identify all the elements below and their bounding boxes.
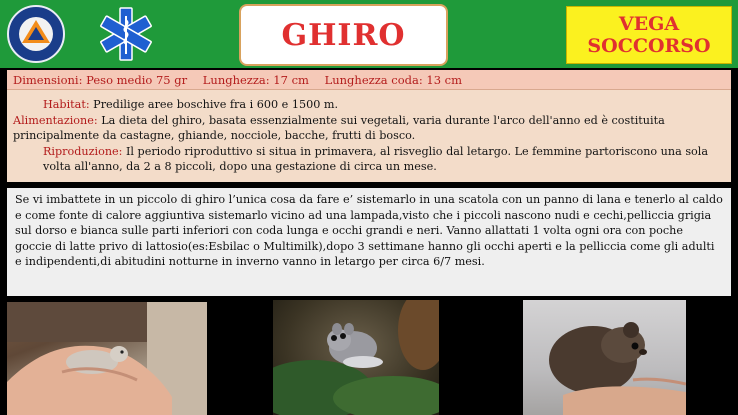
dormouse-on-hand-photo: [523, 300, 686, 415]
page-title: GHIRO: [281, 17, 406, 53]
dormouse-on-moss-photo: [273, 300, 439, 415]
dimensions-tail: Lunghezza coda: 13 cm: [324, 73, 463, 87]
info-panel: [7, 70, 731, 182]
habitat-sep: :: [85, 98, 90, 111]
brand-line-1: VEGA: [618, 13, 680, 35]
alimentazione-label: Alimentazione:: [13, 113, 98, 127]
care-note-text: Se vi imbattete in un piccolo di ghiro l’unica cosa da fare e’ sistemarlo in una scatola con un panno di lana e tenerlo al caldo e come fonte di calore aggiuntiva sistemarlo vicino ad una lampada,visto che i piccoli nascono nudi e cechi,pelliccia grigia sul dorso e bianca sulle parti inferiori con coda lunga e occhi grandi e neri. Vanno allattati 1 volta ogni ora con poche goccie di latte privo di lattosio(es:Esbilac o Multimilk),dopo 3 settimane hanno gli occhi aperti e la pelliccia come gli adulti e indipendenti,di abitudini notturne in inverno vanno in letargo per circa 6/7 mesi.: [15, 193, 723, 268]
riproduzione-row: [13, 144, 725, 175]
baby-dormouse-in-hand-photo: [7, 302, 207, 415]
brand-box: [566, 6, 732, 64]
dimensions-weight: Peso medio 75 gr: [86, 73, 188, 87]
habitat-row: [13, 97, 725, 113]
habitat-label: Habitat: [43, 98, 86, 111]
brand-line-2: SOCCORSO: [587, 35, 711, 57]
info-body: [13, 97, 725, 175]
habitat-text: Predilige aree boschive fra i 600 e 1500 m.: [93, 98, 339, 111]
protezione-civile-logo-icon: [7, 5, 65, 63]
alimentazione-row: [13, 113, 725, 144]
dimensions-length: Lunghezza: 17 cm: [202, 73, 309, 87]
riproduzione-label: Riproduzione:: [43, 144, 123, 158]
title-box: [239, 4, 448, 66]
star-of-life-icon: [98, 6, 154, 62]
header-bar: [0, 0, 738, 68]
riproduzione-text: Il periodo riproduttivo si situa in primavera, al risveglio dal letargo. Le femmine partoriscono una sola volta all'anno, da 2 a 8 piccoli, dopo una gestazione di circa un mese.: [43, 144, 709, 173]
dimensions-row: [7, 70, 731, 90]
dimensions-label: Dimensioni:: [13, 73, 83, 87]
alimentazione-text: La dieta del ghiro, basata essenzialmente sui vegetali, varia durante l'arco dell'anno ed è costituita principalmente da castagne, ghiande, nocciole, bacche, frutti di bosco.: [13, 113, 665, 142]
care-note-panel: [7, 188, 731, 296]
